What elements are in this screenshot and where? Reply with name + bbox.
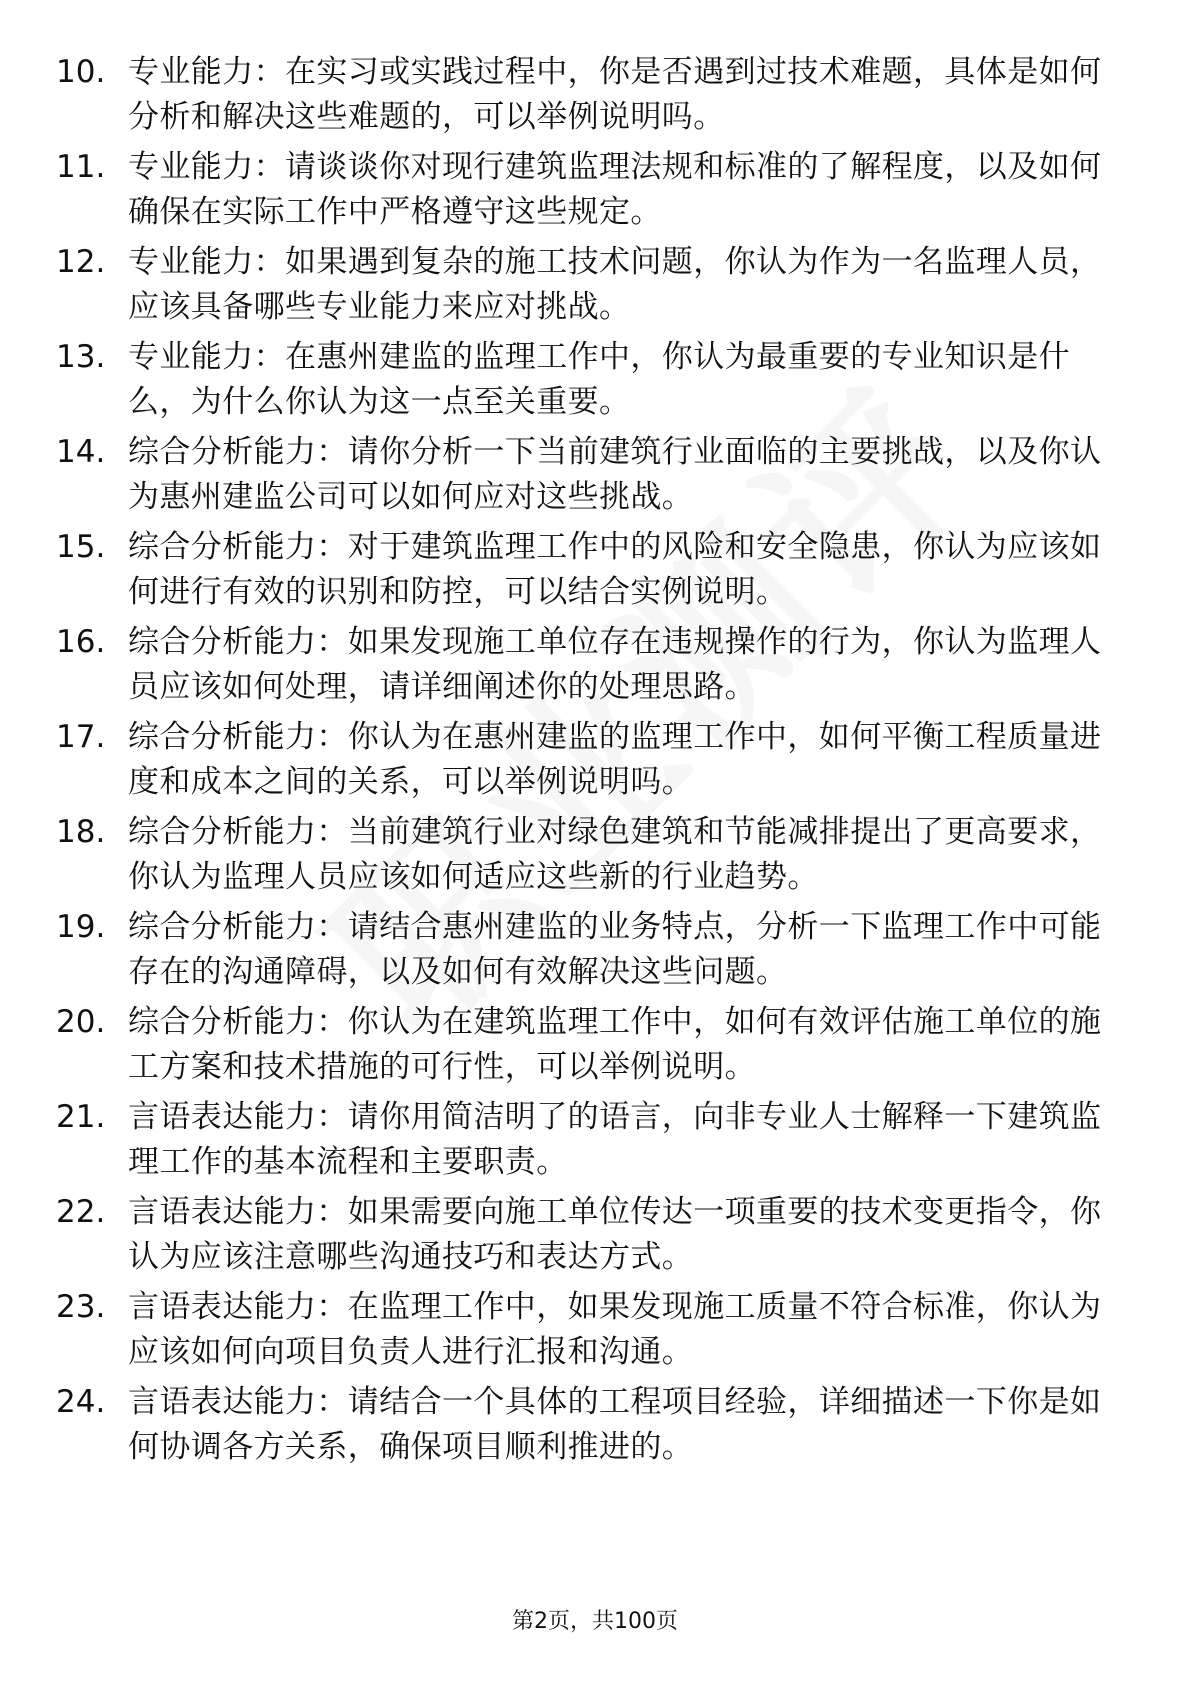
question-number: 21.	[56, 1099, 106, 1135]
question-text: 综合分析能力：请你分析一下当前建筑行业面临的主要挑战，以及你认为惠州建监公司可以如何应对这些挑战。	[128, 434, 1102, 515]
question-text: 综合分析能力：如果发现施工单位存在违规操作的行为，你认为监理人员应该如何处理，请详细阐述你的处理思路。	[128, 624, 1102, 705]
question-item	[56, 430, 1136, 520]
question-text: 言语表达能力：请结合一个具体的工程项目经验，详细描述一下你是如何协调各方关系，确保项目顺利推进的。	[128, 1384, 1102, 1465]
question-number: 11.	[56, 149, 106, 185]
question-text: 专业能力：请谈谈你对现行建筑监理法规和标准的了解程度，以及如何确保在实际工作中严格遵守这些规定。	[128, 149, 1102, 230]
question-number: 15.	[56, 529, 106, 565]
question-number: 16.	[56, 624, 106, 660]
question-item	[56, 1095, 1136, 1185]
question-number: 20.	[56, 1004, 106, 1040]
question-text: 综合分析能力：你认为在惠州建监的监理工作中，如何平衡工程质量进度和成本之间的关系，可以举例说明吗。	[128, 719, 1102, 800]
question-item	[56, 620, 1136, 710]
question-text: 专业能力：如果遇到复杂的施工技术问题，你认为作为一名监理人员，应该具备哪些专业能力来应对挑战。	[128, 244, 1102, 325]
question-item	[56, 525, 1136, 615]
question-item	[56, 335, 1136, 425]
question-text: 言语表达能力：请你用简洁明了的语言，向非专业人士解释一下建筑监理工作的基本流程和主要职责。	[128, 1099, 1102, 1180]
question-number: 17.	[56, 719, 106, 755]
question-number: 18.	[56, 814, 106, 850]
question-number: 14.	[56, 434, 106, 470]
question-text: 综合分析能力：你认为在建筑监理工作中，如何有效评估施工单位的施工方案和技术措施的可行性，可以举例说明。	[128, 1004, 1102, 1085]
question-text: 综合分析能力：请结合惠州建监的业务特点，分析一下监理工作中可能存在的沟通障碍，以及如何有效解决这些问题。	[128, 909, 1102, 990]
question-item	[56, 905, 1136, 995]
question-number: 23.	[56, 1289, 106, 1325]
question-text: 言语表达能力：在监理工作中，如果发现施工质量不符合标准，你认为应该如何向项目负责人进行汇报和沟通。	[128, 1289, 1102, 1370]
question-item	[56, 1285, 1136, 1375]
question-text: 专业能力：在惠州建监的监理工作中，你认为最重要的专业知识是什么，为什么你认为这一点至关重要。	[128, 339, 1070, 420]
question-item	[56, 715, 1136, 805]
question-number: 24.	[56, 1384, 106, 1420]
question-number: 12.	[56, 244, 106, 280]
question-text: 专业能力：在实习或实践过程中，你是否遇到过技术难题，具体是如何分析和解决这些难题的，可以举例说明吗。	[128, 54, 1102, 135]
page-footer: 第2页，共100页	[512, 1609, 678, 1634]
question-item	[56, 810, 1136, 900]
question-item	[56, 1190, 1136, 1280]
question-text: 综合分析能力：当前建筑行业对绿色建筑和节能减排提出了更高要求，你认为监理人员应该如何适应这些新的行业趋势。	[128, 814, 1102, 895]
question-text: 综合分析能力：对于建筑监理工作中的风险和安全隐患，你认为应该如何进行有效的识别和防控，可以结合实例说明。	[128, 529, 1102, 610]
question-number: 10.	[56, 54, 106, 90]
question-number: 13.	[56, 339, 106, 375]
question-number: 19.	[56, 909, 106, 945]
question-item	[56, 1380, 1136, 1470]
question-item	[56, 145, 1136, 235]
question-item	[56, 240, 1136, 330]
question-number: 22.	[56, 1194, 106, 1230]
question-item	[56, 1000, 1136, 1090]
question-item	[56, 50, 1136, 140]
question-text: 言语表达能力：如果需要向施工单位传达一项重要的技术变更指令，你认为应该注意哪些沟通技巧和表达方式。	[128, 1194, 1102, 1275]
